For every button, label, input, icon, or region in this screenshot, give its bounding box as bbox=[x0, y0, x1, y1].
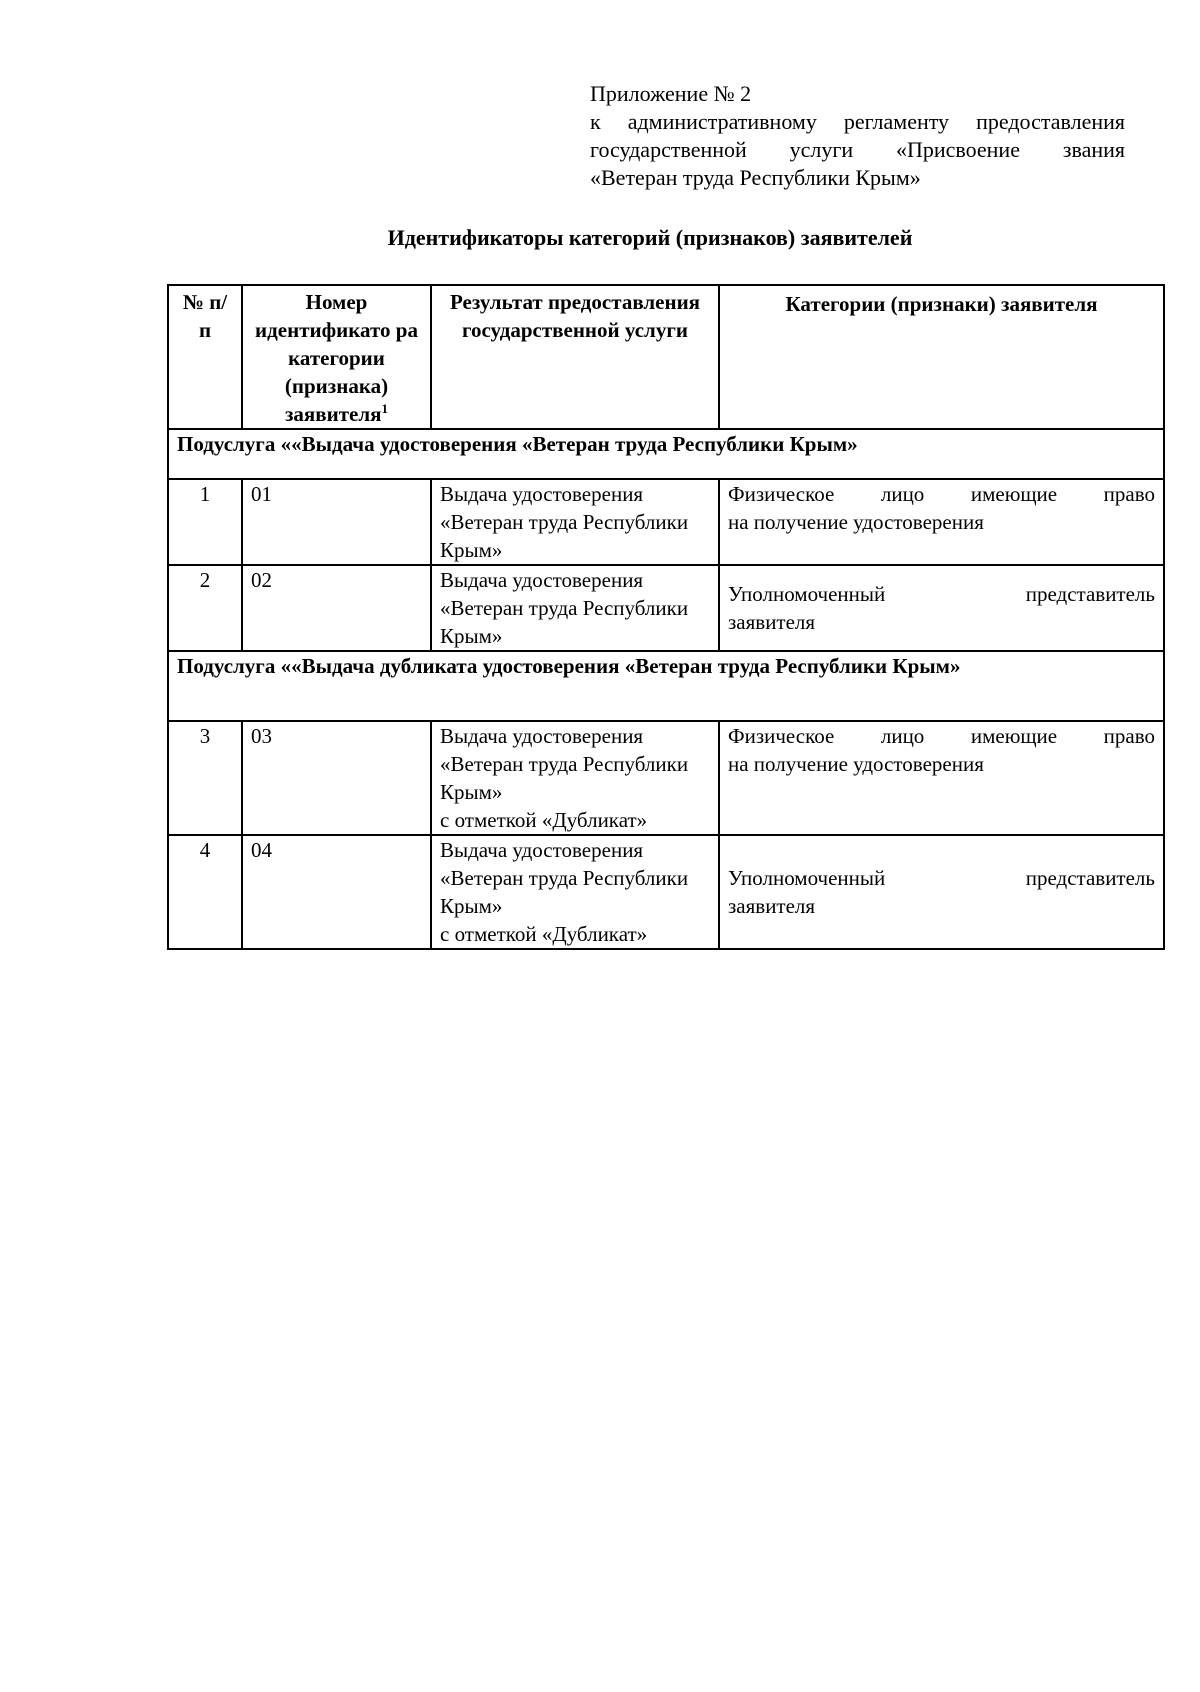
cell-code: 04 bbox=[242, 835, 431, 949]
category-line-1: Уполномоченный представитель bbox=[728, 866, 1155, 890]
identifiers-table bbox=[167, 284, 1165, 950]
header-code-text: Номер идентификато ра категории (признака) заявителя bbox=[255, 290, 418, 426]
section-title-1: Подуслуга ««Выдача удостоверения «Ветеран труда Республики Крым» bbox=[168, 429, 1164, 479]
result-line-2: с отметкой «Дубликат» bbox=[440, 808, 648, 832]
cell-category bbox=[719, 835, 1164, 949]
cell-category bbox=[719, 721, 1164, 835]
category-line-2: на получение удостоверения bbox=[728, 752, 984, 776]
cell-category bbox=[719, 565, 1164, 651]
appendix-line-2: к административному регламенту предоставления bbox=[590, 109, 1125, 134]
section-row bbox=[168, 429, 1164, 479]
header-category: Категории (признаки) заявителя bbox=[719, 285, 1164, 429]
cell-num: 4 bbox=[168, 835, 242, 949]
category-line-1: Физическое лицо имеющие право bbox=[728, 724, 1155, 748]
cell-code: 02 bbox=[242, 565, 431, 651]
cell-num: 3 bbox=[168, 721, 242, 835]
category-line-1: Физическое лицо имеющие право bbox=[728, 482, 1155, 506]
table-row bbox=[168, 565, 1164, 651]
category-line-2: заявителя bbox=[728, 610, 816, 634]
cell-code: 03 bbox=[242, 721, 431, 835]
cell-result bbox=[431, 835, 719, 949]
category-line-1: Уполномоченный представитель bbox=[728, 582, 1155, 606]
result-line-1: Выдача удостоверения «Ветеран труда Республики Крым» bbox=[440, 838, 689, 918]
header-num: № п/п bbox=[168, 285, 242, 429]
table-row bbox=[168, 721, 1164, 835]
cell-result bbox=[431, 721, 719, 835]
category-line-2: заявителя bbox=[728, 894, 816, 918]
cell-result: Выдача удостоверения «Ветеран труда Республики Крым» bbox=[431, 565, 719, 651]
appendix-line-4: «Ветеран труда Республики Крым» bbox=[590, 165, 921, 190]
category-line-2: на получение удостоверения bbox=[728, 510, 984, 534]
table-row bbox=[168, 479, 1164, 565]
result-line-2: с отметкой «Дубликат» bbox=[440, 922, 648, 946]
footnote-marker: 1 bbox=[381, 401, 389, 416]
header-result: Результат предоставления государственной услуги bbox=[431, 285, 719, 429]
header-code bbox=[242, 285, 431, 429]
cell-num: 1 bbox=[168, 479, 242, 565]
document-title: Идентификаторы категорий (признаков) заявителей bbox=[387, 225, 913, 250]
table-row bbox=[168, 835, 1164, 949]
appendix-header bbox=[590, 80, 1125, 192]
appendix-number: Приложение № 2 bbox=[590, 81, 752, 106]
section-row bbox=[168, 651, 1164, 721]
cell-num: 2 bbox=[168, 565, 242, 651]
appendix-line-3: государственной услуги «Присвоение звания bbox=[590, 137, 1125, 162]
section-title-2: Подуслуга ««Выдача дубликата удостоверения «Ветеран труда Республики Крым» bbox=[168, 651, 1164, 721]
cell-code: 01 bbox=[242, 479, 431, 565]
table-header-row bbox=[168, 285, 1164, 429]
result-line-1: Выдача удостоверения «Ветеран труда Республики Крым» bbox=[440, 724, 689, 804]
cell-result: Выдача удостоверения «Ветеран труда Республики Крым» bbox=[431, 479, 719, 565]
cell-category bbox=[719, 479, 1164, 565]
